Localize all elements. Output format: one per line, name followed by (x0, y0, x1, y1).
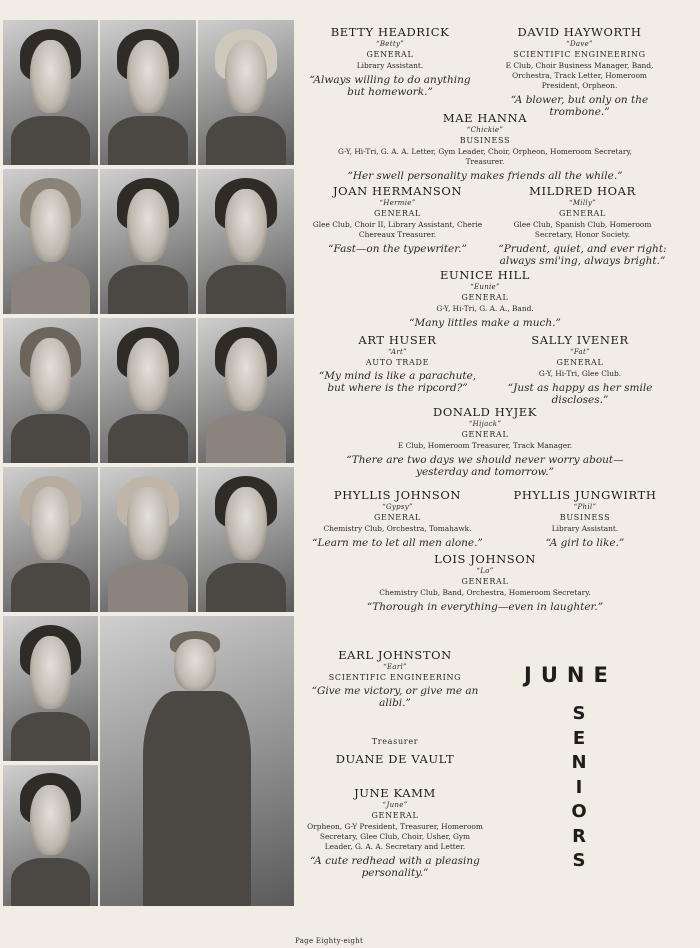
senior-activities: Orpheon, G-Y President, Treasurer, Homeroom Secretary, Glee Club, Choir, Usher, Gym Leader, G. A. A. Secretary and Letter. (307, 822, 483, 851)
senior-entry (310, 333, 485, 394)
subtitle-letter: E (572, 727, 586, 749)
senior-activities: E Club, Choir Business Manager, Band, Orchestra, Track Letter, Homeroom President, Orpheon. (505, 61, 654, 90)
senior-quote: “Learn me to let all men alone.” (312, 537, 483, 549)
section-title: JUNE (524, 663, 617, 687)
senior-course: GENERAL (461, 577, 509, 586)
portrait-photo (198, 20, 294, 165)
subtitle-letter: R (572, 825, 586, 847)
subtitle-letter: S (572, 850, 586, 871)
senior-quote: “Prudent, quiet, and ever right: always smi'ing, always bright.” (498, 243, 667, 267)
senior-course: GENERAL (373, 209, 422, 218)
portrait-photo (198, 318, 294, 463)
senior-course: GENERAL (556, 358, 604, 367)
senior-nickname: “Chickie” (466, 126, 504, 134)
portrait-photo (100, 467, 196, 612)
senior-quote: “A girl to like.” (545, 537, 625, 549)
portrait-photo (100, 169, 196, 314)
senior-nickname: “Lo” (476, 567, 494, 575)
senior-entry (330, 111, 640, 182)
group-photo (100, 616, 294, 906)
senior-nickname: “Dave” (566, 40, 593, 48)
senior-activities: Chemistry Club, Orchestra, Tomahawk. (323, 524, 472, 533)
senior-nickname: “Fat” (569, 348, 591, 356)
portrait-photo (3, 20, 98, 165)
portrait-photo (3, 318, 98, 463)
senior-quote: “Just as happy as her smile discloses.” (507, 382, 653, 406)
senior-entry (310, 184, 485, 255)
senior-nickname: “Gypsy” (382, 503, 413, 511)
senior-course: AUTO TRADE (365, 358, 430, 367)
senior-entry (305, 786, 485, 879)
senior-activities: Glee Club, Choir II, Library Assistant, Cherie Chereaux Treasurer. (312, 220, 483, 239)
senior-nickname: “Eunie” (470, 283, 500, 291)
senior-activities: G-Y, Hi-Tri, G. A. A., Band. (436, 304, 534, 313)
senior-nickname: “Hermie” (379, 199, 416, 207)
section-subtitle (564, 702, 594, 874)
senior-course: GENERAL (558, 209, 607, 218)
senior-course: BUSINESS (459, 136, 511, 145)
senior-entry (495, 184, 670, 267)
senior-activities: Library Assistant. (356, 61, 424, 70)
portrait-photo (3, 169, 98, 314)
senior-name: JOAN HERMANSON (332, 184, 463, 198)
senior-entry (305, 488, 490, 549)
senior-entry (492, 25, 667, 118)
senior-activities: Library Assistant. (551, 524, 619, 533)
senior-entry (345, 405, 625, 478)
senior-nickname: “Hijack” (468, 420, 502, 428)
senior-name: PHYLLIS JOHNSON (333, 488, 462, 502)
senior-nickname: “Earl” (383, 663, 407, 671)
senior-entry (495, 333, 665, 406)
senior-name: BETTY HEADRICK (330, 25, 450, 39)
senior-name: DAVID HAYWORTH (517, 25, 642, 39)
senior-entry (380, 268, 590, 329)
portrait-photo (198, 467, 294, 612)
senior-course: BUSINESS (559, 513, 611, 522)
senior-nickname: “Milly” (568, 199, 597, 207)
senior-quote: “Give me victory, or give me an alibi.” (311, 685, 479, 709)
senior-course: GENERAL (366, 50, 414, 59)
senior-course: GENERAL (373, 513, 422, 522)
portrait-photo (100, 20, 196, 165)
senior-quote: “There are two days we should never worry about— yesterday and tomorrow.” (346, 454, 624, 478)
portrait-photo (198, 169, 294, 314)
senior-nickname: “Phil” (573, 503, 597, 511)
senior-nickname: “Betty” (375, 40, 405, 48)
portrait-photo (3, 467, 98, 612)
senior-quote: “Many littles make a much.” (409, 317, 561, 329)
senior-quote: “Fast—on the typewriter.” (328, 243, 467, 255)
subtitle-letter: S (572, 703, 586, 724)
portrait-photo (3, 765, 98, 906)
senior-quote: “Her swell personality makes friends all the while.” (347, 170, 623, 182)
subtitle-letter: N (571, 752, 587, 773)
senior-quote: “My mind is like a parachute, but where is the ripcord?” (318, 370, 477, 394)
senior-course: GENERAL (461, 430, 509, 439)
senior-name: PHYLLIS JUNGWIRTH (513, 488, 657, 502)
senior-name: DONALD HYJEK (433, 405, 537, 419)
senior-quote: “Always willing to do anything but homework.” (309, 74, 471, 98)
senior-name: SALLY IVENER (531, 333, 629, 347)
senior-course: GENERAL (371, 811, 419, 820)
senior-name: MILDRED HOAR (529, 184, 636, 198)
senior-activities: G-Y, Hi-Tri, Glee Club. (538, 369, 622, 378)
subtitle-letter: O (571, 801, 587, 822)
portrait-photo (100, 318, 196, 463)
senior-nickname: “June” (382, 801, 408, 809)
senior-name: DUANE DE VAULT (335, 752, 455, 766)
senior-name: MAE HANNA (442, 111, 528, 125)
senior-activities: Glee Club, Spanish Club, Homeroom Secretary, Honor Society. (513, 220, 652, 239)
senior-quote: “Thorough in everything—even in laughter.” (366, 601, 604, 613)
senior-course: GENERAL (461, 293, 509, 302)
senior-entry (305, 25, 475, 98)
senior-activities: G-Y, Hi-Tri, G. A. A. Letter, Gym Leader, Choir, Orpheon, Homeroom Secretary, Treasurer. (338, 147, 632, 166)
senior-name: ART HUSER (358, 333, 437, 347)
senior-entry (505, 488, 665, 549)
senior-entry (350, 552, 620, 613)
senior-nickname: “Art” (388, 348, 407, 356)
portrait-photo (3, 616, 98, 761)
senior-name: JUNE KAMM (354, 786, 436, 800)
senior-activities: E Club, Homeroom Treasurer, Track Manager. (397, 441, 573, 450)
senior-course: SCIENTIFIC ENGINEERING (513, 50, 646, 59)
senior-quote: “A cute redhead with a pleasing personality.” (310, 855, 480, 879)
senior-name: LOIS JOHNSON (434, 552, 536, 566)
senior-course: Treasurer (371, 737, 419, 746)
senior-quote: “A blower, but only on the trombone.” (510, 94, 649, 118)
page-number: Page Eighty-eight (295, 937, 364, 945)
senior-entry (305, 648, 485, 709)
senior-name: EUNICE HILL (440, 268, 530, 282)
senior-course: SCIENTIFIC ENGINEERING (328, 673, 462, 682)
senior-entry (320, 735, 470, 766)
senior-name: EARL JOHNSTON (338, 648, 452, 662)
senior-activities: Chemistry Club, Band, Orchestra, Homeroom Secretary. (379, 588, 591, 597)
subtitle-letter: I (575, 776, 583, 798)
